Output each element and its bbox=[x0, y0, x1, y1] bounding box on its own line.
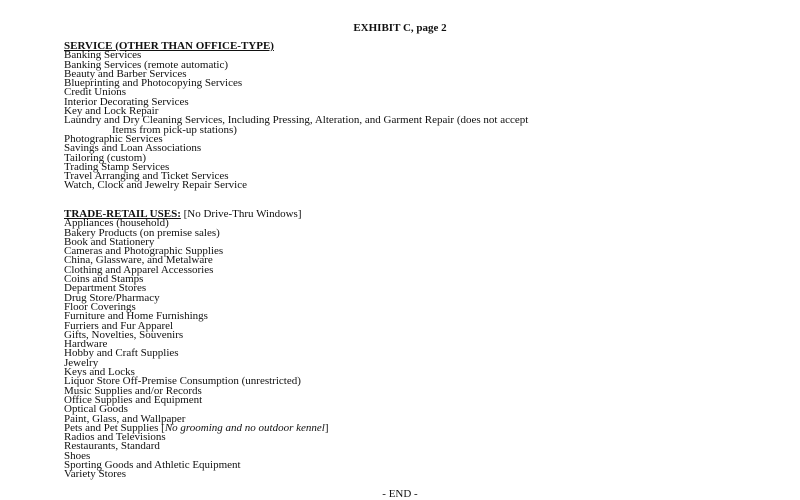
list-item: Book and Stationery bbox=[64, 235, 155, 248]
list-item: Hobby and Craft Supplies bbox=[64, 347, 179, 360]
list-item: Drug Store/Pharmacy bbox=[64, 291, 160, 304]
list-item: Paint, Glass, and Wallpaper bbox=[64, 412, 186, 425]
list-item: Blueprinting and Photocopying Services bbox=[64, 77, 243, 90]
service-list bbox=[64, 51, 744, 190]
list-item: Watch, Clock and Jewelry Repair Service bbox=[64, 179, 247, 192]
list-item: Coins and Stamps bbox=[64, 273, 144, 286]
service-heading: SERVICE (OTHER THAN OFFICE-TYPE) bbox=[64, 40, 274, 52]
list-item: Trading Stamp Services bbox=[64, 160, 170, 173]
list-item: Hardware bbox=[64, 338, 108, 351]
list-item: Variety Stores bbox=[64, 468, 127, 481]
page-title: EXHIBIT C, page 2 bbox=[353, 22, 447, 34]
list-item-continuation: Items from pick-up stations) bbox=[112, 123, 237, 136]
list-item: Savings and Loan Associations bbox=[64, 142, 202, 155]
list-item: Appliances (household) bbox=[64, 217, 169, 230]
list-item: China, Glassware, and Metalware bbox=[64, 254, 213, 267]
list-item: Tailoring (custom) bbox=[64, 151, 147, 164]
list-item: Floor Coverings bbox=[64, 300, 136, 313]
list-item: Gifts, Novelties, Souvenirs bbox=[64, 328, 184, 341]
list-item: Photographic Services bbox=[64, 132, 163, 145]
retail-section bbox=[64, 210, 744, 480]
list-item: Keys and Locks bbox=[64, 366, 135, 379]
pets-note: No grooming and no outdoor kennel bbox=[164, 421, 325, 434]
retail-list bbox=[64, 219, 744, 479]
list-item: Pets and Pet Supplies [No grooming and no outdoor kennel] bbox=[64, 421, 329, 434]
list-item: Clothing and Apparel Accessories bbox=[64, 263, 214, 276]
list-item: Shoes bbox=[64, 449, 91, 462]
list-item: Beauty and Barber Services bbox=[64, 67, 187, 80]
list-item: Liquor Store Off-Premise Consumption (unrestricted) bbox=[64, 375, 301, 388]
list-item: Banking Services bbox=[64, 49, 142, 62]
list-item: Sporting Goods and Athletic Equipment bbox=[64, 459, 241, 472]
list-item: Jewelry bbox=[64, 356, 99, 369]
list-item: Credit Unions bbox=[64, 86, 127, 99]
list-item: Travel Arranging and Ticket Services bbox=[64, 170, 229, 183]
list-item: Bakery Products (on premise sales) bbox=[64, 226, 220, 239]
list-item: Restaurants, Standard bbox=[64, 440, 160, 453]
list-item: Furniture and Home Furnishings bbox=[64, 310, 208, 323]
retail-heading-note: [No Drive-Thru Windows] bbox=[180, 208, 302, 220]
list-item: Music Supplies and/or Records bbox=[64, 384, 202, 397]
list-item: Banking Services (remote automatic) bbox=[64, 58, 229, 71]
list-item: Optical Goods bbox=[64, 403, 128, 416]
list-item: Cameras and Photographic Supplies bbox=[64, 245, 224, 258]
list-item: Furriers and Fur Apparel bbox=[64, 319, 174, 332]
end-marker: - END - bbox=[382, 488, 418, 500]
list-item: Interior Decorating Services bbox=[64, 95, 189, 108]
service-section bbox=[64, 42, 744, 191]
retail-heading: TRADE-RETAIL USES: [No Drive-Thru Windows] bbox=[64, 208, 302, 220]
list-item: Department Stores bbox=[64, 282, 147, 295]
list-item: Radios and Televisions bbox=[64, 431, 166, 444]
list-item: Office Supplies and Equipment bbox=[64, 393, 203, 406]
list-item: Laundry and Dry Cleaning Services, Including Pressing, Alteration, and Garment Repair (does not accept bbox=[64, 114, 529, 127]
list-item: Key and Lock Repair bbox=[64, 105, 159, 118]
